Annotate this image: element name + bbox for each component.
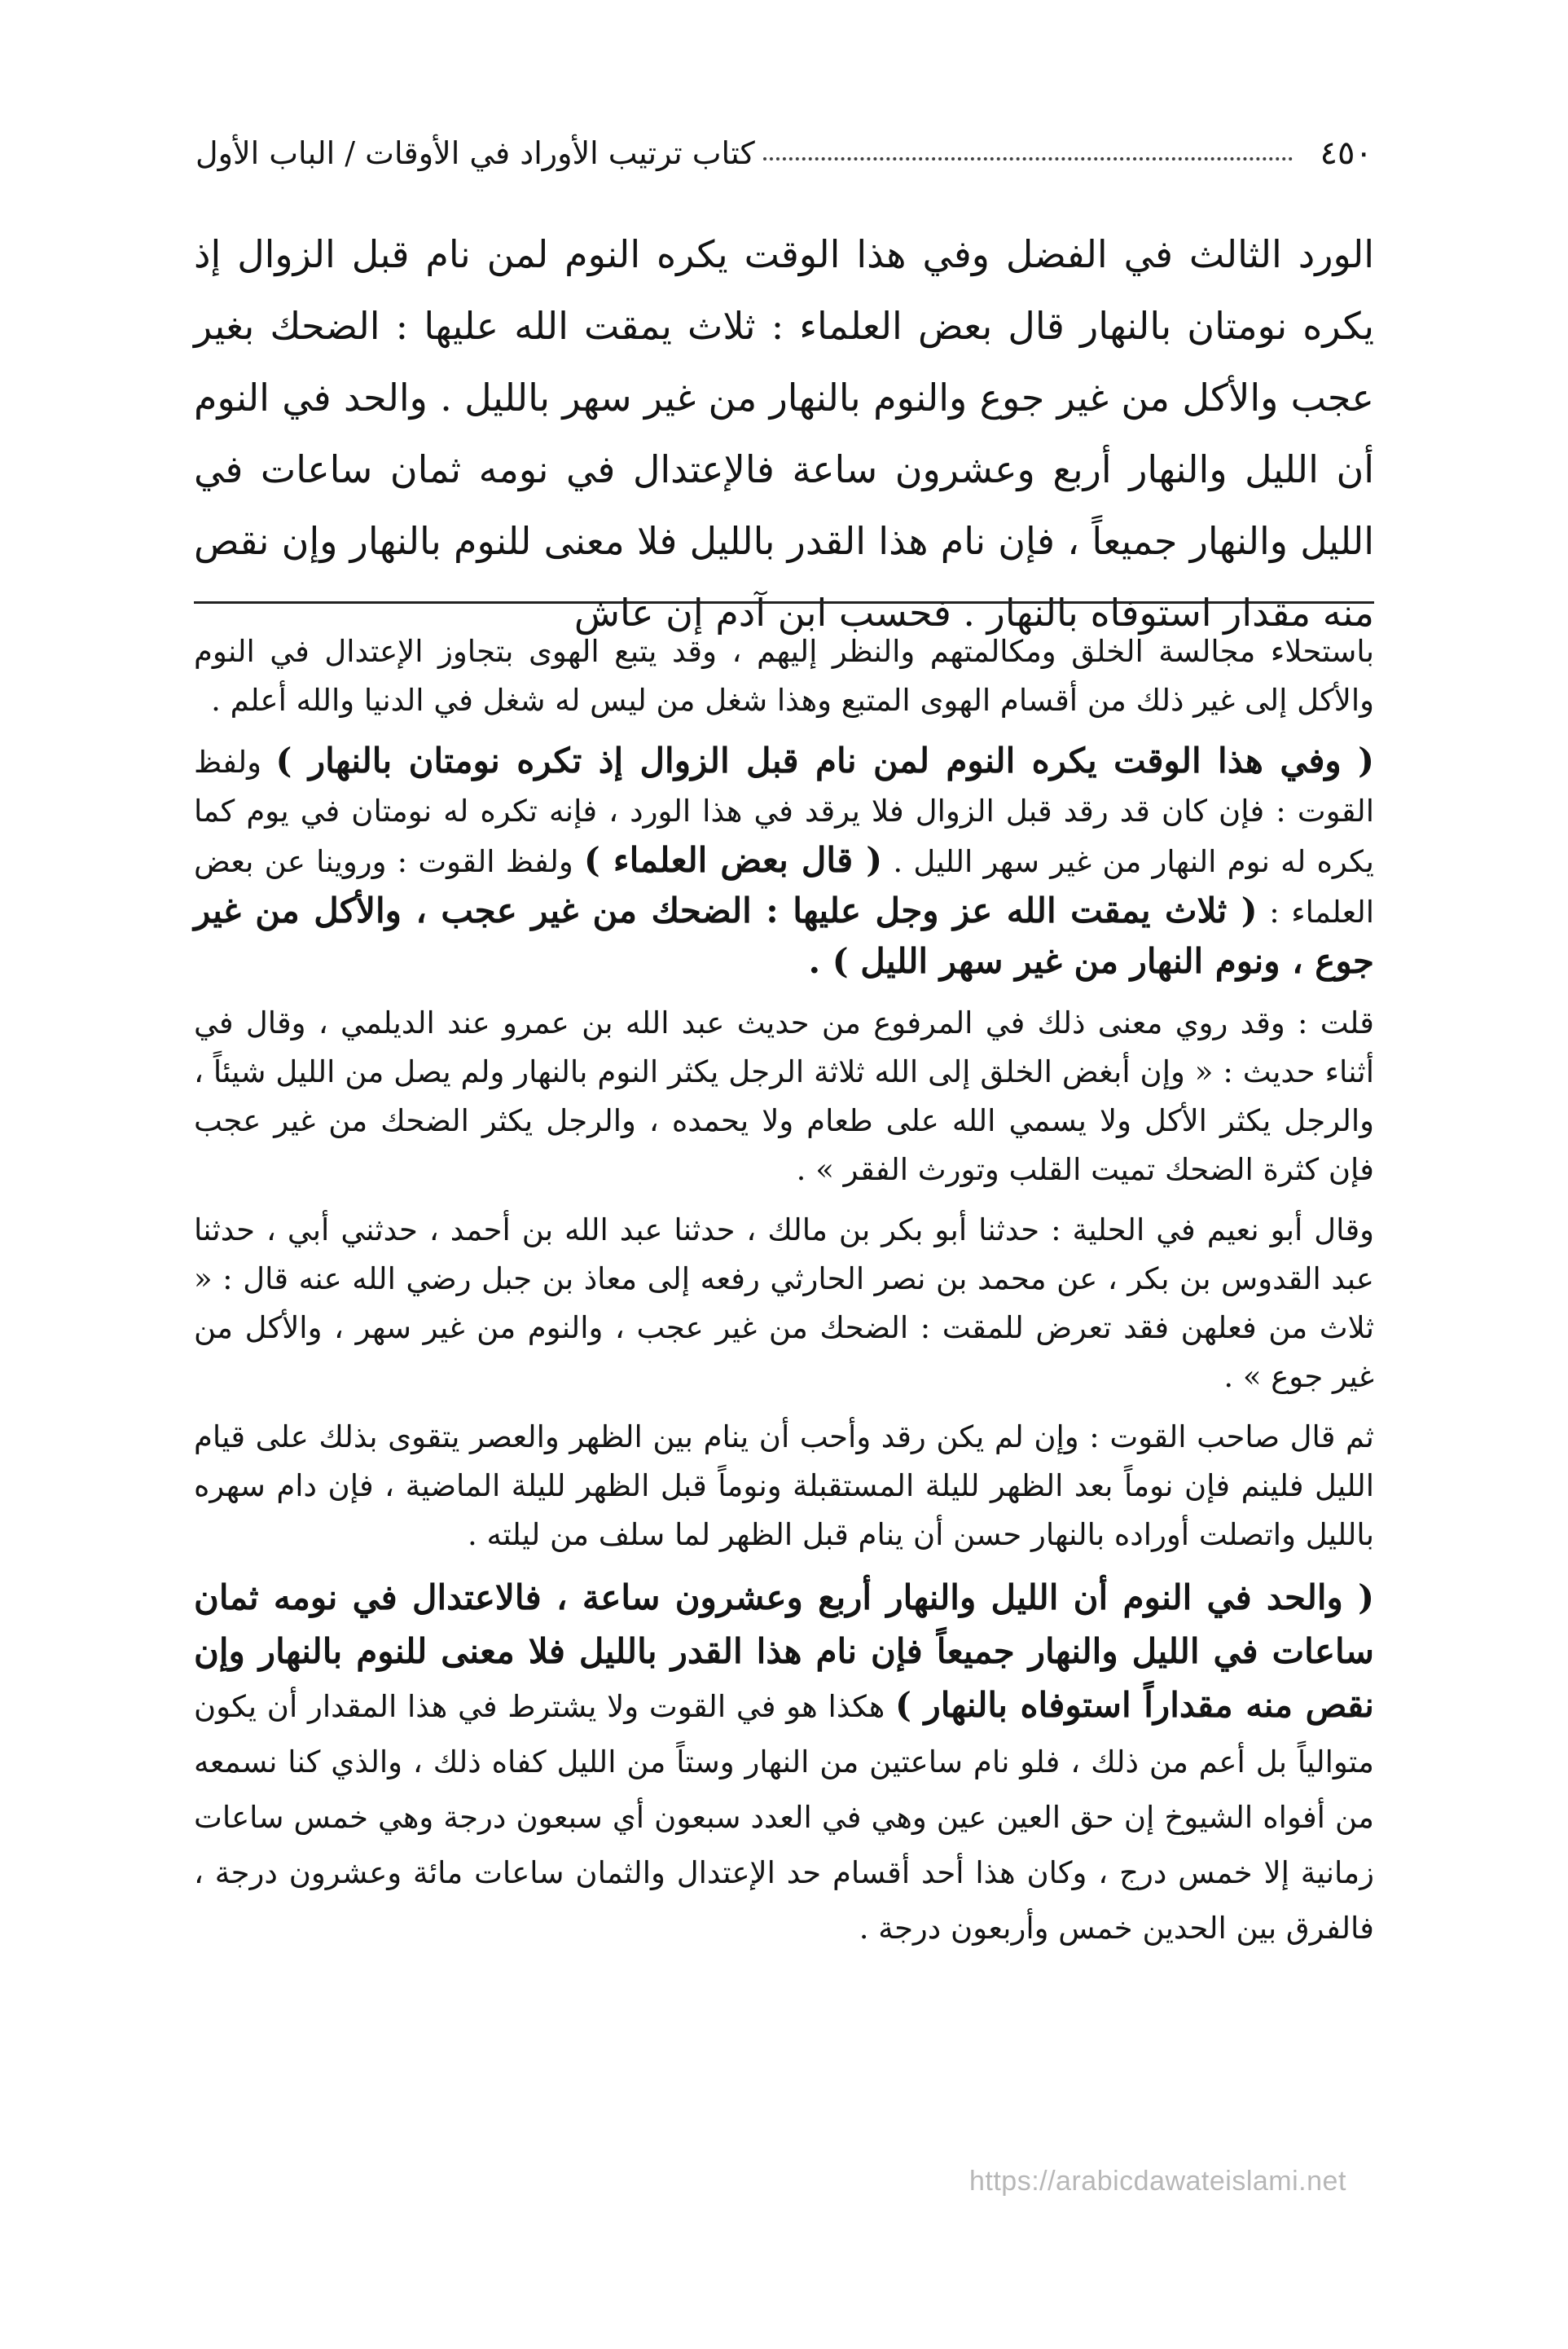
- watermark-url: https://arabicdawateislami.net: [969, 2166, 1346, 2197]
- main-paragraph: الورد الثالث في الفضل وفي هذا الوقت يكره النوم لمن نام قبل الزوال إذ يكره نومتان بالنهار قال بعض العلماء : ثلاث يمقت الله عليها : الضحك بغير عجب والأكل من غير جوع والنوم بالنهار من غير سهر بالليل . والحد في النوم أن الليل والنهار أربع وعشرون ساعة فالإعتدال في نومه ثمان ساعات في الليل والنهار جميعاً ، فإن نام هذا القدر بالليل فلا معنى للنوم بالنهار وإن نقص منه مقدار استوفاه بالنهار . فحسب ابن آدم إن عاش: [194, 232, 1374, 635]
- commentary-paragraph-4: وقال أبو نعيم في الحلية : حدثنا أبو بكر بن مالك ، حدثنا عبد الله بن أحمد ، حدثني أبي ، حدثنا عبد القدوس بن بكر ، عن محمد بن نصر الحارثي رفعه إلى معاذ بن جبل رضي الله عنه قال : « ثلاث من فعلهن فقد تعرض للمقت : الضحك من غير عجب ، والنوم من غير سهر ، والأكل من غير جوع » .: [194, 1212, 1374, 1394]
- commentary-paragraph-3: قلت : وقد روي معنى ذلك في المرفوع من حديث عبد الله بن عمرو عند الديلمي ، وقال في أثناء حديث : « وإن أبغض الخلق إلى الله ثلاثة الرجل يكثر النوم بالنهار ولم يصل من الليل شيئاً ، والرجل يكثر الأكل ولا يسمي الله على طعام ولا يحمده ، والرجل يكثر الضحك من غير عجب فإن كثرة الضحك تميت القلب وتورث الفقر » .: [194, 1005, 1374, 1187]
- commentary-text-3: هكذا هو في القوت ولا يشترط في هذا المقدار أن يكون متوالياً بل أعم من ذلك ، فلو نام ساعتين من النهار وستاً من الليل كفاه ذلك ، والذي كنا نسمعه من أفواه الشيوخ إن حق العين عين وهي في العدد سبعون أي سبعون درجة وهي خمس ساعات زمانية إلا خمس درج ، وكان هذا أحد أقسام حد الإعتدال والثمان ساعات مائة وعشرون درجة ، فالفرق بين الحدين خمس وأربعون درجة .: [194, 1689, 1374, 1946]
- quoted-matn-1: ( وفي هذا الوقت يكره النوم لمن نام قبل الزوال إذ تكره نومتان بالنهار ): [275, 741, 1374, 781]
- running-title: كتاب ترتيب الأوراد في الأوقات / الباب الأول: [195, 135, 755, 171]
- quoted-matn-2: ( قال بعض العلماء ): [583, 840, 883, 880]
- quoted-matn-4: ( والحد في النوم أن الليل والنهار أربع وعشرون ساعة ، فالاعتدال في نومه ثمان ساعات في الليل والنهار جميعاً فإن نام هذا القدر بالليل فلا معنى للنوم بالنهار وإن نقص منه مقداراً استوفاه بالنهار ): [194, 1577, 1374, 1725]
- commentary-paragraph-2: [194, 737, 1374, 988]
- commentary-paragraph-1: باستحلاء مجالسة الخلق ومكالمتهم والنظر إليهم ، وقد يتبع الهوى بتجاوز الإعتدال في النوم والأكل إلى غير ذلك من أقسام الهوى المتبع وهذا شغل من ليس له شغل في الدنيا والله أعلم .: [194, 634, 1374, 718]
- commentary-paragraph-5: ثم قال صاحب القوت : وإن لم يكن رقد وأحب أن ينام بين الظهر والعصر يتقوى بذلك على قيام الليل فلينم فإن نوماً بعد الظهر لليلة المستقبلة ونوماً قبل الظهر لليلة الماضية ، فإن دام سهره بالليل واتصلت أوراده بالنهار حسن أن ينام قبل الظهر لما سلف من ليلته .: [194, 1419, 1374, 1552]
- quoted-matn-3: ( ثلاث يمقت الله عز وجل عليها : الضحك من غير عجب ، والأكل من غير جوع ، ونوم النهار من غير سهر الليل ) .: [194, 891, 1374, 981]
- commentary-text-2: ولفظ القوت : وروينا عن بعض العلماء :: [194, 844, 1375, 930]
- main-text: [194, 218, 1374, 649]
- commentary: [194, 627, 1374, 1967]
- commentary-paragraph-6: [194, 1571, 1374, 1955]
- separator-rule: [194, 601, 1374, 604]
- commentary-text-1: ولفظ القوت : فإن كان قد رقد قبل الزوال فلا يرقد في هذا الورد ، فإنه تكره له نومتان في يوم كما يكره له نوم النهار من غير سهر الليل .: [194, 745, 1374, 879]
- header-dotted-leader: [763, 157, 1293, 161]
- page-header: [195, 129, 1373, 178]
- page-number: ٤٥٠: [1320, 134, 1373, 172]
